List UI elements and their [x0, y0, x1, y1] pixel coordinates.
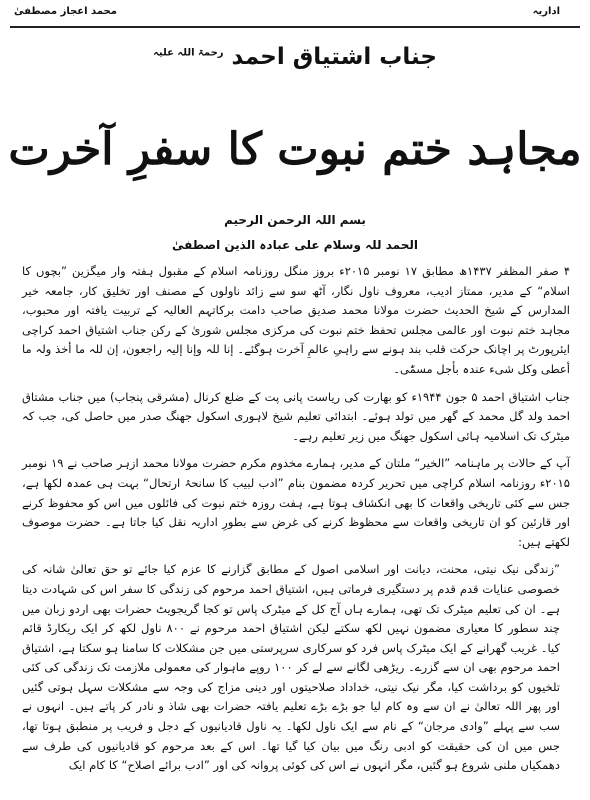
quoted-passage: ”زندگی نیک نیتی، محنت، دیانت اور اسلامی اصول کے مطابق گزارنے کا عزم کیا جائے تو حق تعالیٰ شانہ کی خصوصی عنایات قدم قدم پر دستگیری فرماتی ہیں، اشتیاق احمد مرحوم کی زندگی کا سفر اس کی شہادت دیتا ہے۔ ان کی تعلیم میٹرک تک تھی، ہمارے ہاں آج کل کے میٹرک پاس تو کجا گریجویٹ حضرات بھی اردو زبان میں چند سطور کا معیاری مضمون نہیں لکھ سکتے لیکن اشتیاق احمد مرحوم نے ۸۰۰ ناول لکھ کر ایک ریکارڈ قائم کیا۔ غریب گھرانے کے ایک میٹرک پاس فرد کو سرکاری سرپرستی میں جن مشکلات کا سامنا ہو سکتا ہے، اشتیاق احمد مرحوم بھی ان سے گزرے۔ ریڑھی لگانے سے لے کر ۱۰۰ روپے ماہوار کی معمولی ملازمت تک زندگی کی کئی تلخیوں کو برداشت کیا، مگر نیک نیتی، خداداد صلاحیتوں اور دینی مزاج کی وجہ سے مشکلات سہل ہوتی گئیں اور پھر اللہ تعالیٰ نے ان سے وہ کام لیا جو بڑے بڑے تعلیم یافتہ حضرات بھی شاذ و نادر کر پاتے ہیں۔ انہوں نے سب سے پہلے ”وادی مرجان“ کے نام سے ایک ناول لکھا۔ یہ ناول قادیانیوں کے دجل و فریب پر منطبق ہوتا تھا، جس میں ان کی حقیقت کو ادبی رنگ میں بیان کیا گیا تھا۔ اس کے بعد مرحوم کو قادیانیوں کی طرف سے دھمکیاں ملنی شروع ہو گئیں، مگر انہوں نے اس کی کوئی پروانہ کی اور ”ادب برائے اصلاح“ کا کام ایک [22, 562, 561, 773]
author-honorific: رحمۃ اللہ علیہ [153, 47, 224, 59]
bismillah: بسم اللہ الرحمن الرحیم [224, 213, 366, 227]
author-heading [0, 44, 590, 70]
article-body [22, 262, 570, 784]
paragraph-1: ۴ صفر المظفر ۱۴۳۷ھ مطابق ۱۷ نومبر ۲۰۱۵ء بروز منگل روزنامہ اسلام کے مقبول ہفتہ وار میگزین ”بچوں کا اسلام“ کے مدیر، ممتاز ادیب، معروف ناول نگار، آٹھ سو سے زائد ناولوں کے مصنف اور تخلیق کار، جامعہ خیر المدارس کے شیخ الحدیث حضرت مولانا محمد صدیق صاحب دامت برکاتہم العالیہ کے تربیت یافتہ اور محبوب، مجاہد ختم نبوت اور عالمی مجلس تحفظ ختم نبوت کی مرکزی مجلس شوریٰ کے رکن جناب اشتیاق احمد کراچی ایئرپورٹ پر اچانک حرکت قلب بند ہونے سے راہیِ عالمِ آخرت ہوگئے۔ إنا للہ وإنا إلیہ راجعون، إن للہ ما أخذ ولہ ما أعطی وکل شیء عندہ بأجل مسمّٰی۔ [22, 264, 570, 376]
paragraph-2: جناب اشتیاق احمد ۵ جون ۱۹۴۴ء کو بھارت کی ریاست پانی پت کے ضلع کرنال (مشرقی پنجاب) میں جناب مشتاق احمد ولد گل محمد کے گھر میں تولد ہوئے۔ ابتدائی تعلیم شیخ لاہوری اسکول جھنگ صدر میں حاصل کی، جب کہ میٹرک تک اسلامیہ ہائی اسکول جھنگ میں زیر تعلیم رہے۔ [22, 389, 570, 443]
paragraph-3: آپ کے حالات پر ماہنامہ ”الخیر“ ملتان کے مدیر، ہمارے مخدوم مکرم حضرت مولانا محمد ازہر صاحب نے ۱۹ نومبر ۲۰۱۵ء روزنامہ اسلام کراچی میں تحریر کردہ مضمون بنام ”ادب لبیب کا سانحۂ ارتحال“ بہت ہی عمدہ لکھا ہے، جس سے کئی تاریخی واقعات کا بھی انکشاف ہوتا ہے، ہفت روزہ ختم نبوت کی فائلوں میں اس کو محفوظ کرنے اور قارئین کو ان تاریخی واقعات سے محظوظ کرنے کی غرض سے بطورِ اداریہ نقل کیا جاتا ہے۔ حضرت موصوف لکھتے ہیں: [22, 456, 570, 549]
section-label: اداریہ [532, 6, 560, 17]
editor-name: محمد اعجاز مصطفیٰ [14, 6, 117, 17]
opening-praise: الحمد للہ وسلام علی عبادہ الذین اصطفیٰ [172, 238, 418, 252]
article-title: مجاہد ختم نبوت کا سفرِ آخرت [8, 124, 582, 175]
header-divider [10, 26, 580, 28]
author-name: جناب اشتیاق احمد [231, 44, 437, 70]
